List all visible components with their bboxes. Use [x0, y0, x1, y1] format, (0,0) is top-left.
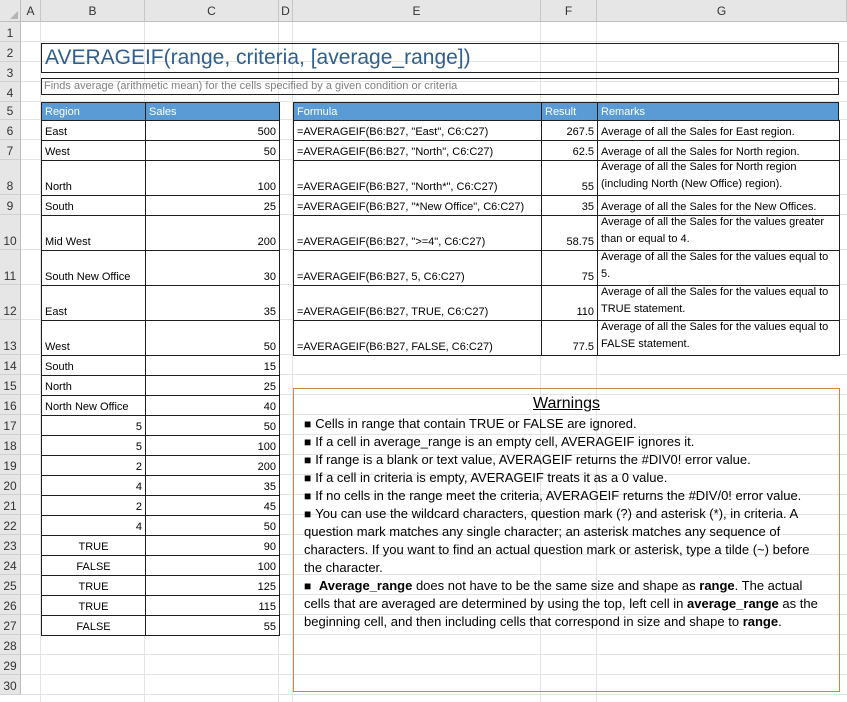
region-cell[interactable]: 4 — [41, 475, 146, 496]
row-header-17[interactable]: 17 — [0, 415, 21, 435]
bullet-icon: ■ — [304, 435, 312, 449]
warning-item — [304, 505, 829, 577]
warning-text: You can use the wildcard characters, question mark (?) and asterisk (*), in criteria. A question mark matches any single character; an asterisk matches any sequence of characters. If you want to find an actual question mark or asterisk, type a tilde (~) before the character. — [304, 506, 810, 575]
row-header-6[interactable]: 6 — [0, 120, 21, 140]
result-cell[interactable]: 77.5 — [541, 320, 598, 356]
sales-cell[interactable]: 50 — [145, 515, 280, 536]
sales-cell[interactable]: 100 — [145, 435, 280, 456]
row-header-26[interactable]: 26 — [0, 595, 21, 615]
column-header-g[interactable]: G — [597, 0, 847, 22]
result-cell[interactable]: 267.5 — [541, 120, 598, 141]
row-header-15[interactable]: 15 — [0, 375, 21, 395]
sales-cell[interactable]: 50 — [145, 415, 280, 436]
region-cell[interactable]: South — [41, 355, 146, 376]
region-cell[interactable]: South — [41, 195, 146, 216]
region-cell[interactable]: TRUE — [41, 595, 146, 616]
warning-item — [304, 433, 829, 451]
result-cell[interactable]: 62.5 — [541, 140, 598, 161]
column-header-f[interactable]: F — [541, 0, 597, 22]
sales-cell[interactable]: 50 — [145, 320, 280, 356]
row-header-28[interactable]: 28 — [0, 635, 21, 655]
warnings-box[interactable] — [293, 388, 840, 692]
column-header-a[interactable]: A — [21, 0, 41, 22]
formula-cell[interactable]: =AVERAGEIF(B6:B27, 5, C6:C27) — [293, 250, 542, 286]
sales-cell[interactable]: 35 — [145, 475, 280, 496]
formula-cell[interactable]: =AVERAGEIF(B6:B27, ">=4", C6:C27) — [293, 215, 542, 251]
remarks-cell[interactable]: Average of all the Sales for the values equal to FALSE statement. — [597, 320, 840, 356]
region-cell[interactable]: East — [41, 120, 146, 141]
sales-cell[interactable]: 25 — [145, 195, 280, 216]
row-header-21[interactable]: 21 — [0, 495, 21, 515]
sales-cell[interactable]: 90 — [145, 535, 280, 556]
sales-cell[interactable]: 35 — [145, 285, 280, 321]
sales-cell[interactable]: 25 — [145, 375, 280, 396]
formula-cell[interactable]: =AVERAGEIF(B6:B27, "East", C6:C27) — [293, 120, 542, 141]
sales-cell[interactable]: 30 — [145, 250, 280, 286]
warning-text: . The actual cells that are averaged are determined by using the top, left cell in — [304, 578, 803, 611]
sales-cell[interactable]: 200 — [145, 215, 280, 251]
region-cell[interactable]: North — [41, 375, 146, 396]
row-header-11[interactable]: 11 — [0, 250, 21, 285]
row-header-14[interactable]: 14 — [0, 355, 21, 375]
remarks-cell[interactable]: Average of all the Sales for the values equal to TRUE statement. — [597, 285, 840, 321]
warning-text: does not have to be the same size and shape as — [412, 578, 700, 593]
row-header-2[interactable]: 2 — [0, 42, 21, 62]
warning-text: as the beginning cell, and then including cells that correspond in size and shape to — [304, 596, 818, 629]
header-remarks[interactable]: Remarks — [597, 102, 839, 121]
bullet-icon: ■ — [304, 453, 312, 467]
row-header-3[interactable]: 3 — [0, 62, 21, 82]
bullet-icon: ■ — [304, 489, 312, 503]
formula-cell[interactable]: =AVERAGEIF(B6:B27, FALSE, C6:C27) — [293, 320, 542, 356]
sales-cell[interactable]: 200 — [145, 455, 280, 476]
formula-cell[interactable]: =AVERAGEIF(B6:B27, TRUE, C6:C27) — [293, 285, 542, 321]
row-header-19[interactable]: 19 — [0, 455, 21, 475]
warning-item — [304, 415, 829, 433]
bullet-icon: ■ — [304, 579, 312, 593]
region-cell[interactable]: 2 — [41, 455, 146, 476]
sales-cell[interactable]: 115 — [145, 595, 280, 616]
warning-text: . — [778, 614, 782, 629]
region-cell[interactable]: North — [41, 160, 146, 196]
sales-cell[interactable]: 125 — [145, 575, 280, 596]
remarks-cell[interactable]: Average of all the Sales for the values equal to 5. — [597, 250, 840, 286]
remarks-cell[interactable]: Average of all the Sales for North region. — [597, 140, 840, 161]
region-cell[interactable]: 5 — [41, 435, 146, 456]
row-header-8[interactable]: 8 — [0, 160, 21, 195]
bullet-icon: ■ — [304, 417, 312, 431]
region-cell[interactable]: TRUE — [41, 575, 146, 596]
row-header-25[interactable]: 25 — [0, 575, 21, 595]
region-cell[interactable]: 2 — [41, 495, 146, 516]
warning-text: If no cells in the range meet the criteria, AVERAGEIF returns the #DIV/0! error value. — [315, 488, 802, 503]
result-cell[interactable]: 110 — [541, 285, 598, 321]
row-header-4[interactable]: 4 — [0, 82, 21, 102]
warning-bold-text: range — [699, 578, 735, 593]
warning-text: If range is a blank or text value, AVERAGEIF returns the #DIV0! error value. — [315, 452, 751, 467]
warning-text: Cells in range that contain TRUE or FALSE are ignored. — [315, 416, 637, 431]
row-header-16[interactable]: 16 — [0, 395, 21, 415]
header-formula[interactable]: Formula — [293, 102, 542, 121]
warnings-title: Warnings — [533, 395, 600, 412]
sales-cell[interactable]: 40 — [145, 395, 280, 416]
sales-cell[interactable]: 50 — [145, 140, 280, 161]
remarks-cell[interactable]: Average of all the Sales for East region. — [597, 120, 840, 141]
select-all-corner[interactable] — [0, 0, 21, 22]
warning-text: If a cell in average_range is an empty cell, AVERAGEIF ignores it. — [315, 434, 695, 449]
remarks-cell[interactable]: Average of all the Sales for the values greater than or equal to 4. — [597, 215, 840, 251]
region-cell[interactable]: West — [41, 320, 146, 356]
row-header-18[interactable]: 18 — [0, 435, 21, 455]
bullet-icon: ■ — [304, 507, 312, 521]
row-header-9[interactable]: 9 — [0, 195, 21, 215]
warning-item — [304, 451, 829, 469]
column-header-c[interactable]: C — [145, 0, 279, 22]
result-cell[interactable]: 55 — [541, 160, 598, 196]
bullet-icon: ■ — [304, 471, 312, 485]
warning-bold-text: average_range — [687, 596, 779, 611]
remarks-cell[interactable]: Average of all the Sales for North region (including North (New Office) region). — [597, 160, 840, 196]
region-cell[interactable]: North New Office — [41, 395, 146, 416]
row-header-5[interactable]: 5 — [0, 102, 21, 120]
region-cell[interactable]: Mid West — [41, 215, 146, 251]
warning-bold-text: range — [742, 614, 779, 629]
row-header-22[interactable]: 22 — [0, 515, 21, 535]
header-result[interactable]: Result — [541, 102, 598, 121]
row-header-23[interactable]: 23 — [0, 535, 21, 555]
row-header-27[interactable]: 27 — [0, 615, 21, 635]
page-subtitle[interactable]: Finds average (arithmetic mean) for the cells specified by a given condition or criteria — [41, 78, 839, 95]
column-header-e[interactable]: E — [293, 0, 541, 22]
region-cell[interactable]: South New Office — [41, 250, 146, 286]
sales-cell[interactable]: 100 — [145, 555, 280, 576]
page-title[interactable]: AVERAGEIF(range, criteria, [average_range]) — [41, 43, 839, 73]
result-cell[interactable]: 75 — [541, 250, 598, 286]
region-cell[interactable]: TRUE — [41, 535, 146, 556]
sales-cell[interactable]: 15 — [145, 355, 280, 376]
row-header-10[interactable]: 10 — [0, 215, 21, 250]
row-header-7[interactable]: 7 — [0, 140, 21, 160]
formula-cell[interactable]: =AVERAGEIF(B6:B27, "North*", C6:C27) — [293, 160, 542, 196]
region-cell[interactable]: East — [41, 285, 146, 321]
region-cell[interactable]: 4 — [41, 515, 146, 536]
header-region[interactable]: Region — [41, 102, 146, 121]
sales-cell[interactable]: 500 — [145, 120, 280, 141]
sales-cell[interactable]: 55 — [145, 615, 280, 636]
formula-cell[interactable]: =AVERAGEIF(B6:B27, "*New Office", C6:C27) — [293, 195, 542, 216]
warning-item — [304, 487, 829, 505]
gridline — [21, 694, 847, 695]
warning-bold-text: Average_range — [318, 578, 413, 593]
sales-cell[interactable]: 45 — [145, 495, 280, 516]
column-header-d[interactable]: D — [279, 0, 293, 22]
row-header-13[interactable]: 13 — [0, 320, 21, 355]
region-cell[interactable]: FALSE — [41, 555, 146, 576]
region-cell[interactable]: 5 — [41, 415, 146, 436]
remarks-cell[interactable]: Average of all the Sales for the New Offices. — [597, 195, 840, 216]
row-header-20[interactable]: 20 — [0, 475, 21, 495]
row-header-29[interactable]: 29 — [0, 655, 21, 675]
region-cell[interactable]: FALSE — [41, 615, 146, 636]
row-header-24[interactable]: 24 — [0, 555, 21, 575]
region-cell[interactable]: West — [41, 140, 146, 161]
header-sales[interactable]: Sales — [145, 102, 280, 121]
row-header-12[interactable]: 12 — [0, 285, 21, 320]
result-cell[interactable]: 58.75 — [541, 215, 598, 251]
gridline — [21, 41, 847, 42]
column-header-b[interactable]: B — [41, 0, 145, 22]
warning-item-average-range — [304, 577, 829, 631]
warning-text: If a cell in criteria is empty, AVERAGEIF treats it as a 0 value. — [315, 470, 668, 485]
warning-item — [304, 469, 829, 487]
result-cell[interactable]: 35 — [541, 195, 598, 216]
row-header-30[interactable]: 30 — [0, 675, 21, 695]
sales-cell[interactable]: 100 — [145, 160, 280, 196]
row-header-1[interactable]: 1 — [0, 22, 21, 42]
formula-cell[interactable]: =AVERAGEIF(B6:B27, "North", C6:C27) — [293, 140, 542, 161]
